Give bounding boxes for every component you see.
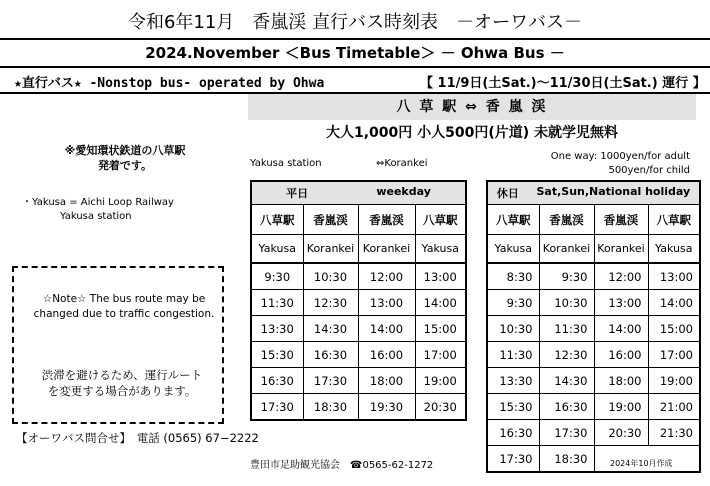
time-cell: 19:00 (594, 394, 648, 420)
col-header: 八草駅 (415, 205, 466, 235)
table-row (487, 420, 700, 446)
page-subtitle: 2024.November ＜Bus Timetable＞ － Ohwa Bus － (145, 44, 565, 62)
time-cell: 18:30 (303, 394, 358, 421)
subtitle-rule (0, 66, 710, 68)
table-row (487, 316, 700, 342)
holiday-timetable (486, 180, 701, 473)
title-rule (0, 38, 710, 40)
col-header: Korankei (594, 235, 648, 264)
note-en (24, 292, 224, 322)
time-cell: 14:30 (539, 368, 594, 394)
time-cell: 14:00 (648, 290, 700, 316)
table-row (251, 263, 466, 290)
time-cell: 18:00 (358, 368, 415, 394)
time-cell: 19:30 (358, 394, 415, 421)
table-row (487, 342, 700, 368)
time-cell: 18:30 (539, 446, 594, 473)
time-cell: 21:30 (648, 420, 700, 446)
time-cell: 17:30 (487, 446, 539, 473)
col-header: 香嵐渓 (358, 205, 415, 235)
route-stations: 八 草 駅 ⇔ 香 嵐 渓 (248, 94, 696, 120)
tourism-association: 豊田市足助観光協会 ☎0565-62-1272 (250, 460, 434, 471)
fare-jp: 大人1,000円 小人500円(片道) 未就学児無料 (325, 125, 619, 141)
note-jp (22, 367, 222, 399)
time-cell: 15:30 (251, 342, 303, 368)
time-cell: 17:00 (648, 342, 700, 368)
col-header: Korankei (303, 235, 358, 264)
time-cell: 17:30 (539, 420, 594, 446)
time-cell: 18:00 (594, 368, 648, 394)
weekday-header (251, 181, 466, 205)
table-row (487, 394, 700, 420)
table-row (487, 263, 700, 290)
note-jp-line1: 渋滞を避けるため、運行ルート (41, 368, 203, 382)
col-header: 香嵐渓 (594, 205, 648, 235)
yakusa-definition-line2: Yakusa station (60, 211, 132, 222)
time-cell: 13:00 (648, 263, 700, 290)
time-cell: 20:30 (594, 420, 648, 446)
time-cell: 17:30 (251, 394, 303, 421)
table-row (251, 316, 466, 342)
page-title: 令和6年11月 香嵐渓 直行バス時刻表 －オーワバス－ (127, 12, 583, 33)
time-cell: 12:30 (539, 342, 594, 368)
time-cell: 12:30 (303, 290, 358, 316)
nonstop-label: ★直行バス★ -Nonstop bus- operated by Ohwa (14, 76, 325, 91)
created-date: 2024年10月作成 (610, 459, 673, 468)
col-header: Yakusa (487, 235, 539, 264)
time-cell: 19:00 (415, 368, 466, 394)
holiday-label-en: Sat,Sun,National holiday (536, 185, 691, 198)
col-header: Yakusa (415, 235, 466, 264)
sub-to: ⇔Korankei (376, 158, 428, 169)
weekday-label-en: weekday (376, 185, 431, 198)
sub-from: Yakusa station (250, 158, 322, 169)
fare-en-adult: One way: 1000yen/for adult (550, 151, 690, 162)
time-cell: 13:00 (594, 290, 648, 316)
departure-note (40, 143, 210, 173)
col-header: Korankei (539, 235, 594, 264)
time-cell: 16:30 (251, 368, 303, 394)
weekday-header-row (251, 181, 466, 205)
table-row (251, 394, 466, 421)
yakusa-definition (22, 196, 222, 224)
time-cell: 13:30 (251, 316, 303, 342)
note-box (12, 266, 224, 424)
time-cell: 10:30 (487, 316, 539, 342)
yakusa-definition-line1: ・Yakusa = Aichi Loop Railway (22, 197, 174, 208)
time-cell: 9:30 (251, 263, 303, 290)
table-row (251, 342, 466, 368)
holiday-header-row (487, 181, 700, 205)
time-cell: 17:00 (415, 342, 466, 368)
col-header: 八草駅 (487, 205, 539, 235)
time-cell: 13:00 (358, 290, 415, 316)
weekday-timetable (250, 180, 467, 421)
col-header: Yakusa (251, 235, 303, 264)
holiday-cols-jp (487, 205, 700, 235)
table-row (251, 290, 466, 316)
time-cell: 14:30 (303, 316, 358, 342)
table-row (251, 368, 466, 394)
col-header: Yakusa (648, 235, 700, 264)
time-cell: 10:30 (303, 263, 358, 290)
time-cell: 11:30 (251, 290, 303, 316)
time-cell: 16:30 (487, 420, 539, 446)
time-cell: 14:00 (415, 290, 466, 316)
holiday-label-jp: 休日 (496, 187, 519, 200)
time-cell: 16:00 (594, 342, 648, 368)
inquiry-contact: 【オーワバス問合せ】 電話 (0565) 67−2222 (16, 431, 259, 445)
col-header: 八草駅 (648, 205, 700, 235)
fare-en-child: 500yen/for child (608, 165, 690, 176)
time-cell: 14:00 (594, 316, 648, 342)
fare-en (510, 150, 690, 178)
time-cell: 15:30 (487, 394, 539, 420)
time-cell: 15:00 (415, 316, 466, 342)
time-cell: 13:00 (415, 263, 466, 290)
time-cell: 19:00 (648, 368, 700, 394)
weekday-label-jp: 平日 (286, 187, 309, 200)
time-cell: 14:00 (358, 316, 415, 342)
table-row (487, 290, 700, 316)
note-jp-line2: を変更する場合があります。 (47, 384, 197, 398)
holiday-cols-en (487, 235, 700, 264)
time-cell: 15:00 (648, 316, 700, 342)
holiday-header (487, 181, 700, 205)
col-header: 香嵐渓 (539, 205, 594, 235)
col-header: 八草駅 (251, 205, 303, 235)
note-en-line1: ☆Note☆ The bus route may be (42, 293, 206, 305)
departure-note-text: ※愛知環状鉄道の八草駅 発着です。 (64, 144, 186, 172)
time-cell: 13:30 (487, 368, 539, 394)
col-header: Korankei (358, 235, 415, 264)
weekday-cols-en (251, 235, 466, 264)
time-cell: 9:30 (539, 263, 594, 290)
time-cell: 11:30 (487, 342, 539, 368)
operation-period: 【 11/9日(土Sat.)～11/30日(土Sat.) 運行 】 (420, 76, 706, 91)
time-cell: 8:30 (487, 263, 539, 290)
time-cell: 16:00 (358, 342, 415, 368)
time-cell: 11:30 (539, 316, 594, 342)
time-cell: 9:30 (487, 290, 539, 316)
note-en-line2: changed due to traffic congestion. (33, 308, 215, 320)
time-cell: 17:30 (303, 368, 358, 394)
time-cell: 12:00 (594, 263, 648, 290)
time-cell: 21:00 (648, 394, 700, 420)
time-cell: 10:30 (539, 290, 594, 316)
table-row (487, 368, 700, 394)
weekday-cols-jp (251, 205, 466, 235)
time-cell: 20:30 (415, 394, 466, 421)
time-cell: 16:30 (303, 342, 358, 368)
col-header: 香嵐渓 (303, 205, 358, 235)
time-cell: 16:30 (539, 394, 594, 420)
time-cell: 12:00 (358, 263, 415, 290)
